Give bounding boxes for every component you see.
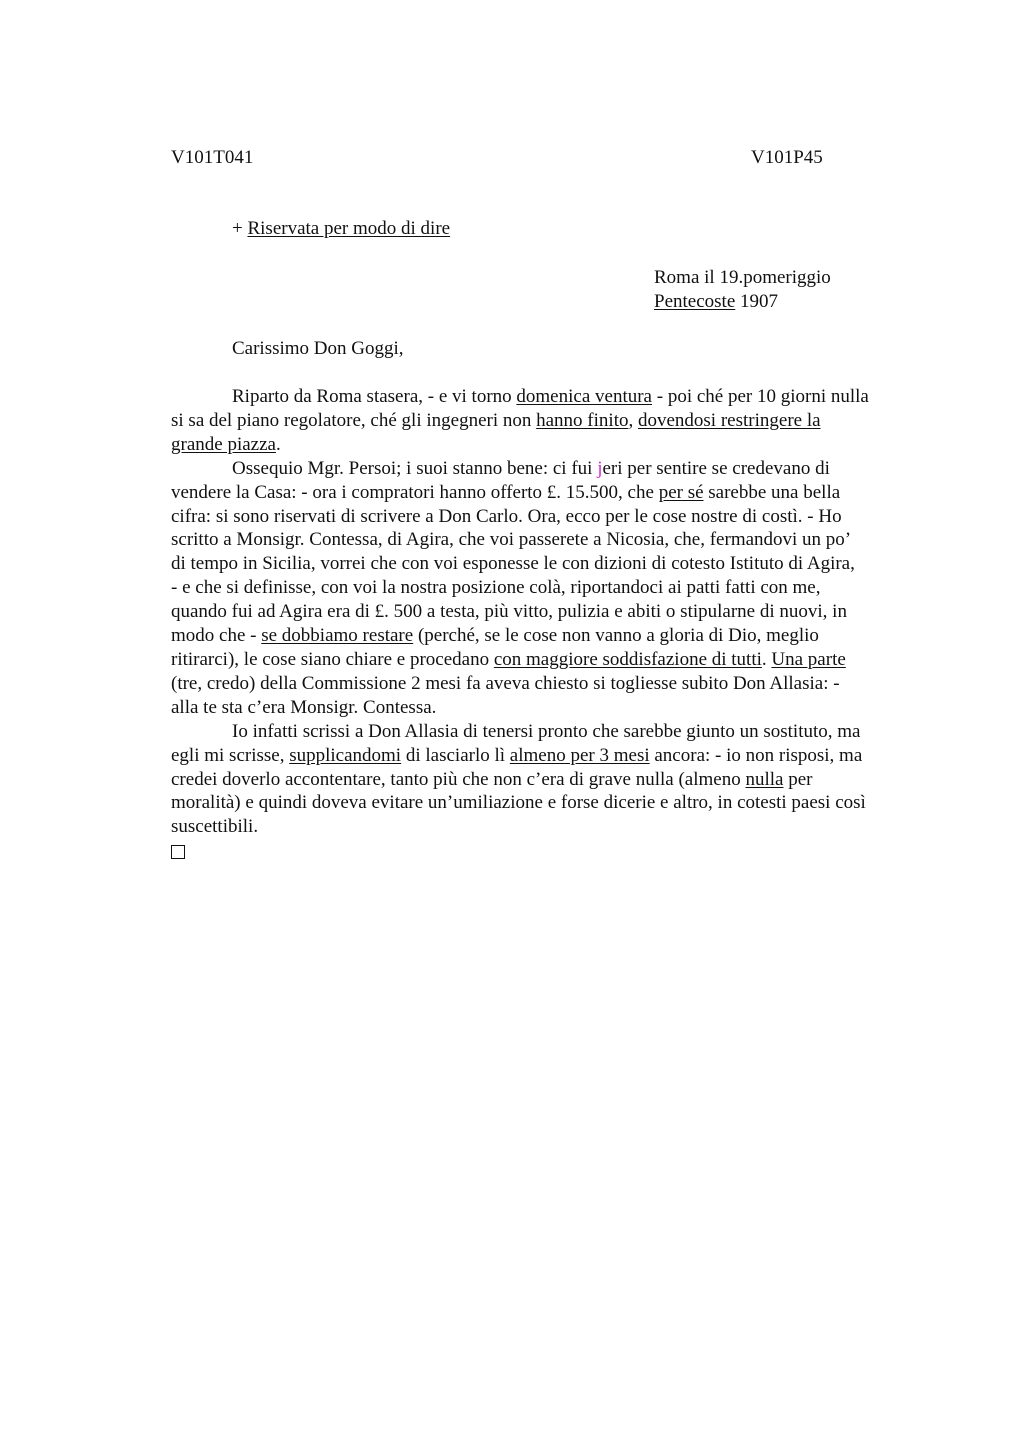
underlined-phrase: se dobbiamo restare bbox=[261, 625, 414, 647]
text-line bbox=[171, 457, 931, 481]
underlined-phrase: supplicandomi bbox=[289, 744, 402, 766]
dateline-pentecoste: Pentecoste bbox=[654, 291, 736, 312]
underlined-phrase: con maggiore soddisfazione di tutti bbox=[493, 648, 762, 670]
riservata-note bbox=[232, 218, 450, 240]
dateline bbox=[654, 266, 831, 314]
text-run: eri per sentire se credevano di bbox=[602, 457, 830, 479]
text-run: ritirarci), le cose siano chiare e procedano bbox=[171, 648, 494, 670]
dateline-year: 1907 bbox=[735, 291, 779, 312]
text-run: , bbox=[628, 409, 638, 431]
text-run: modo che - bbox=[171, 625, 262, 647]
text-line: (tre, credo) della Commissione 2 mesi fa aveva chiesto si togliesse subito Don Allasia: - bbox=[171, 672, 840, 694]
document-code-left: V101T041 bbox=[171, 147, 254, 168]
text-line bbox=[171, 385, 931, 409]
text-line: alla te sta c’era Monsigr. Contessa. bbox=[171, 696, 437, 718]
text-run: Riparto da Roma stasera, - e vi torno bbox=[232, 386, 517, 407]
salutation: Carissimo Don Goggi, bbox=[232, 338, 404, 359]
text-line: suscettibili. bbox=[171, 816, 259, 838]
text-run: Ossequio Mgr. Persoi; i suoi stanno bene: ci fui bbox=[232, 457, 598, 479]
underlined-phrase: nulla bbox=[745, 768, 784, 790]
text-line bbox=[171, 624, 931, 648]
text-run: per bbox=[783, 768, 813, 790]
underlined-phrase: almeno per 3 mesi bbox=[509, 744, 650, 766]
text-line bbox=[171, 648, 931, 672]
document-code-right: V101P45 bbox=[751, 147, 823, 168]
underlined-phrase: dovendosi restringere la bbox=[637, 409, 821, 431]
text-run: si sa del piano regolatore, ché gli ingegneri non bbox=[171, 409, 537, 431]
text-line: cifra: si sono riservati di scrivere a Don Carlo. Ora, ecco per le cose nostre di costì. - Ho bbox=[171, 505, 842, 527]
text-line: scritto a Monsigr. Contessa, di Agira, che voi passerete a Nicosia, che, fermandovi un po’ bbox=[171, 529, 852, 551]
text-run: . bbox=[275, 433, 281, 455]
text-line: quando fui ad Agira era di £. 500 a testa, più vitto, pulizia e abiti o stipularne di nuovi, in bbox=[171, 601, 847, 623]
text-run: sarebbe una bella bbox=[703, 481, 841, 503]
underlined-phrase: Una parte bbox=[771, 648, 846, 670]
paragraph-2 bbox=[171, 457, 931, 720]
letter-body bbox=[171, 385, 931, 866]
underlined-phrase: grande piazza bbox=[171, 433, 276, 455]
underlined-phrase: per sé bbox=[658, 481, 704, 503]
text-run: credei doverlo accontentare, tanto più che non c’era di grave nulla (almeno bbox=[171, 768, 746, 790]
text-line: Io infatti scrissi a Don Allasia di tenersi pronto che sarebbe giunto un sostituto, ma bbox=[232, 720, 861, 742]
plus-marker: + bbox=[232, 218, 248, 239]
text-run: di lasciarlo lì bbox=[401, 744, 510, 766]
text-line bbox=[171, 409, 931, 433]
text-line bbox=[171, 768, 931, 792]
underlined-phrase: domenica ventura bbox=[516, 386, 652, 407]
text-line bbox=[171, 433, 931, 457]
text-line bbox=[171, 744, 931, 768]
underlined-phrase: hanno finito bbox=[536, 409, 629, 431]
end-square-icon bbox=[171, 845, 185, 859]
text-run: (perché, se le cose non vanno a gloria di Dio, meglio bbox=[413, 625, 819, 647]
text-line bbox=[171, 481, 931, 505]
text-run: egli mi scrisse, bbox=[171, 744, 290, 766]
paragraph-3 bbox=[171, 720, 931, 840]
text-run: ancora: - io non risposi, ma bbox=[649, 744, 863, 766]
text-run: vendere la Casa: - ora i compratori hanno offerto £. 15.500, che bbox=[171, 481, 659, 503]
text-line: moralità) e quindi doveva evitare un’umiliazione e forse dicerie e altro, in cotesti paesi così bbox=[171, 792, 866, 814]
riservata-text: Riservata per modo di dire bbox=[247, 218, 451, 239]
highlighted-letter: j bbox=[597, 457, 603, 479]
text-run: - poi ché per 10 giorni nulla bbox=[652, 386, 869, 407]
text-run: . bbox=[761, 648, 772, 670]
paragraph-1 bbox=[171, 385, 931, 457]
dateline-line1: Roma il 19.pomeriggio bbox=[654, 267, 831, 288]
text-line: - e che si definisse, con voi la nostra posizione colà, riportandoci ai patti fatti con me, bbox=[171, 577, 821, 599]
dateline-line2 bbox=[654, 290, 831, 314]
text-line: di tempo in Sicilia, vorrei che con voi esponesse le con dizioni di cotesto Istituto di Agira, bbox=[171, 553, 855, 575]
